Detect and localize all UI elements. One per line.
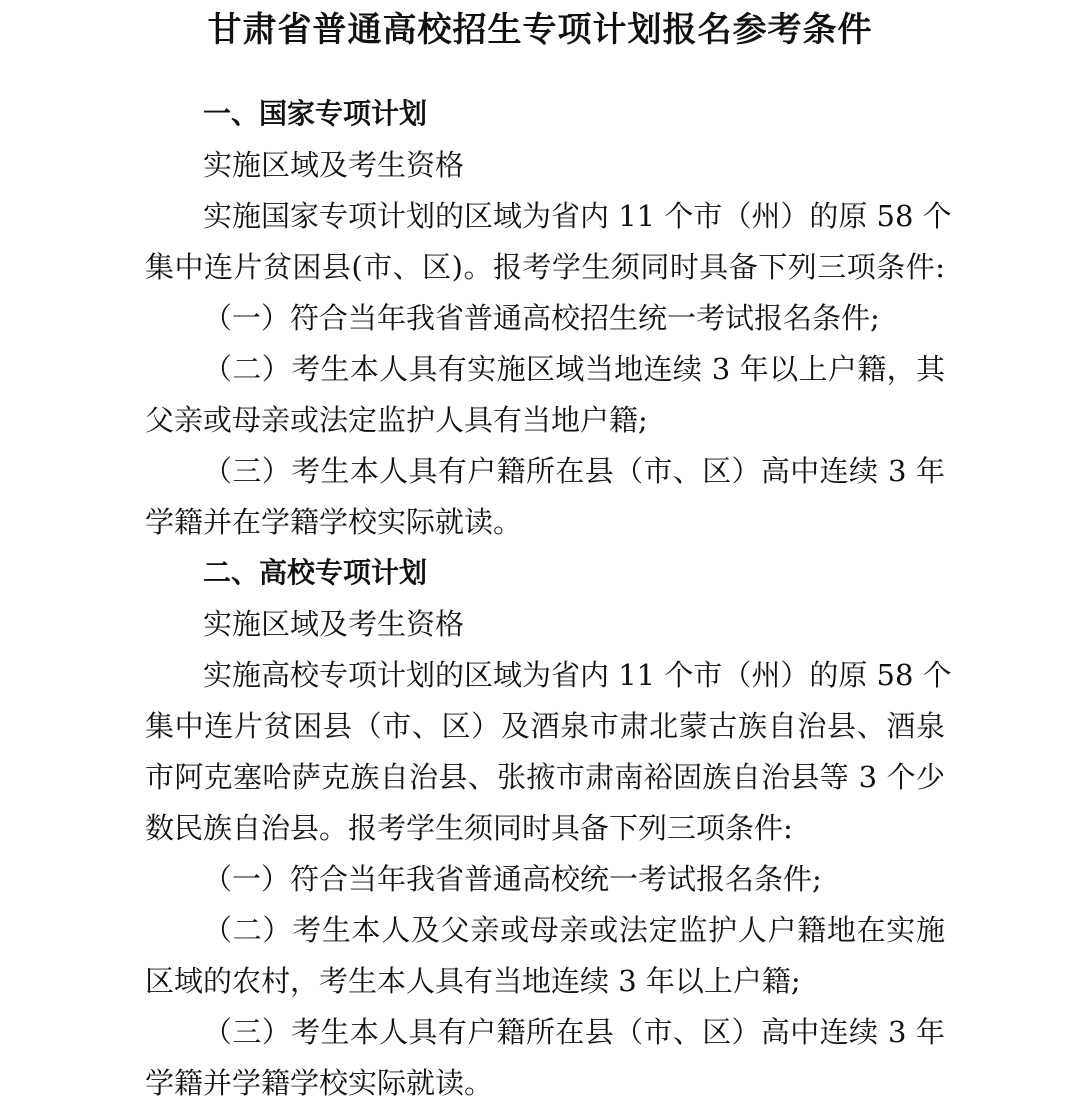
section-2-paragraph-line-3: 市阿克塞哈萨克族自治县、张掖市肃南裕固族自治县等 3 个少 — [145, 760, 945, 794]
section-2-condition-3-line-1: （三）考生本人具有户籍所在县（市、区）高中连续 3 年 — [203, 1015, 945, 1049]
section-2-condition-3-line-2: 学籍并学籍学校实际就读。 — [145, 1066, 494, 1100]
section-1-paragraph-line-2: 集中连片贫困县(市、区)。报考学生须同时具备下列三项条件: — [145, 250, 945, 284]
section-1-condition-1: （一）符合当年我省普通高校招生统一考试报名条件; — [203, 301, 880, 335]
section-1-paragraph-line-1: 实施国家专项计划的区域为省内 11 个市（州）的原 58 个 — [203, 199, 952, 233]
section-2-condition-2-line-1: （二）考生本人及父亲或母亲或法定监护人户籍地在实施 — [203, 913, 945, 947]
section-2-condition-2-line-2: 区域的农村，考生本人具有当地连续 3 年以上户籍; — [145, 964, 801, 998]
section-1-condition-3-line-1: （三）考生本人具有户籍所在县（市、区）高中连续 3 年 — [203, 454, 945, 488]
section-2-paragraph-line-4: 数民族自治县。报考学生须同时具备下列三项条件: — [145, 811, 793, 845]
section-1-condition-2-line-1: （二）考生本人具有实施区域当地连续 3 年以上户籍，其 — [203, 352, 945, 386]
section-1-condition-2-line-2: 父亲或母亲或法定监护人具有当地户籍; — [145, 403, 648, 437]
section-2-condition-1: （一）符合当年我省普通高校统一考试报名条件; — [203, 862, 822, 896]
section-1-heading: 一、国家专项计划 — [203, 97, 428, 130]
section-2-heading: 二、高校专项计划 — [203, 556, 428, 589]
section-2-paragraph-line-1: 实施高校专项计划的区域为省内 11 个市（州）的原 58 个 — [203, 658, 952, 692]
section-1-subheading: 实施区域及考生资格 — [203, 148, 465, 182]
section-2-subheading: 实施区域及考生资格 — [203, 607, 465, 641]
document-title: 甘肃省普通高校招生专项计划报名参考条件 — [207, 10, 873, 50]
section-2-paragraph-line-2: 集中连片贫困县（市、区）及酒泉市肃北蒙古族自治县、酒泉 — [145, 709, 945, 743]
section-1-condition-3-line-2: 学籍并在学籍学校实际就读。 — [145, 505, 523, 539]
